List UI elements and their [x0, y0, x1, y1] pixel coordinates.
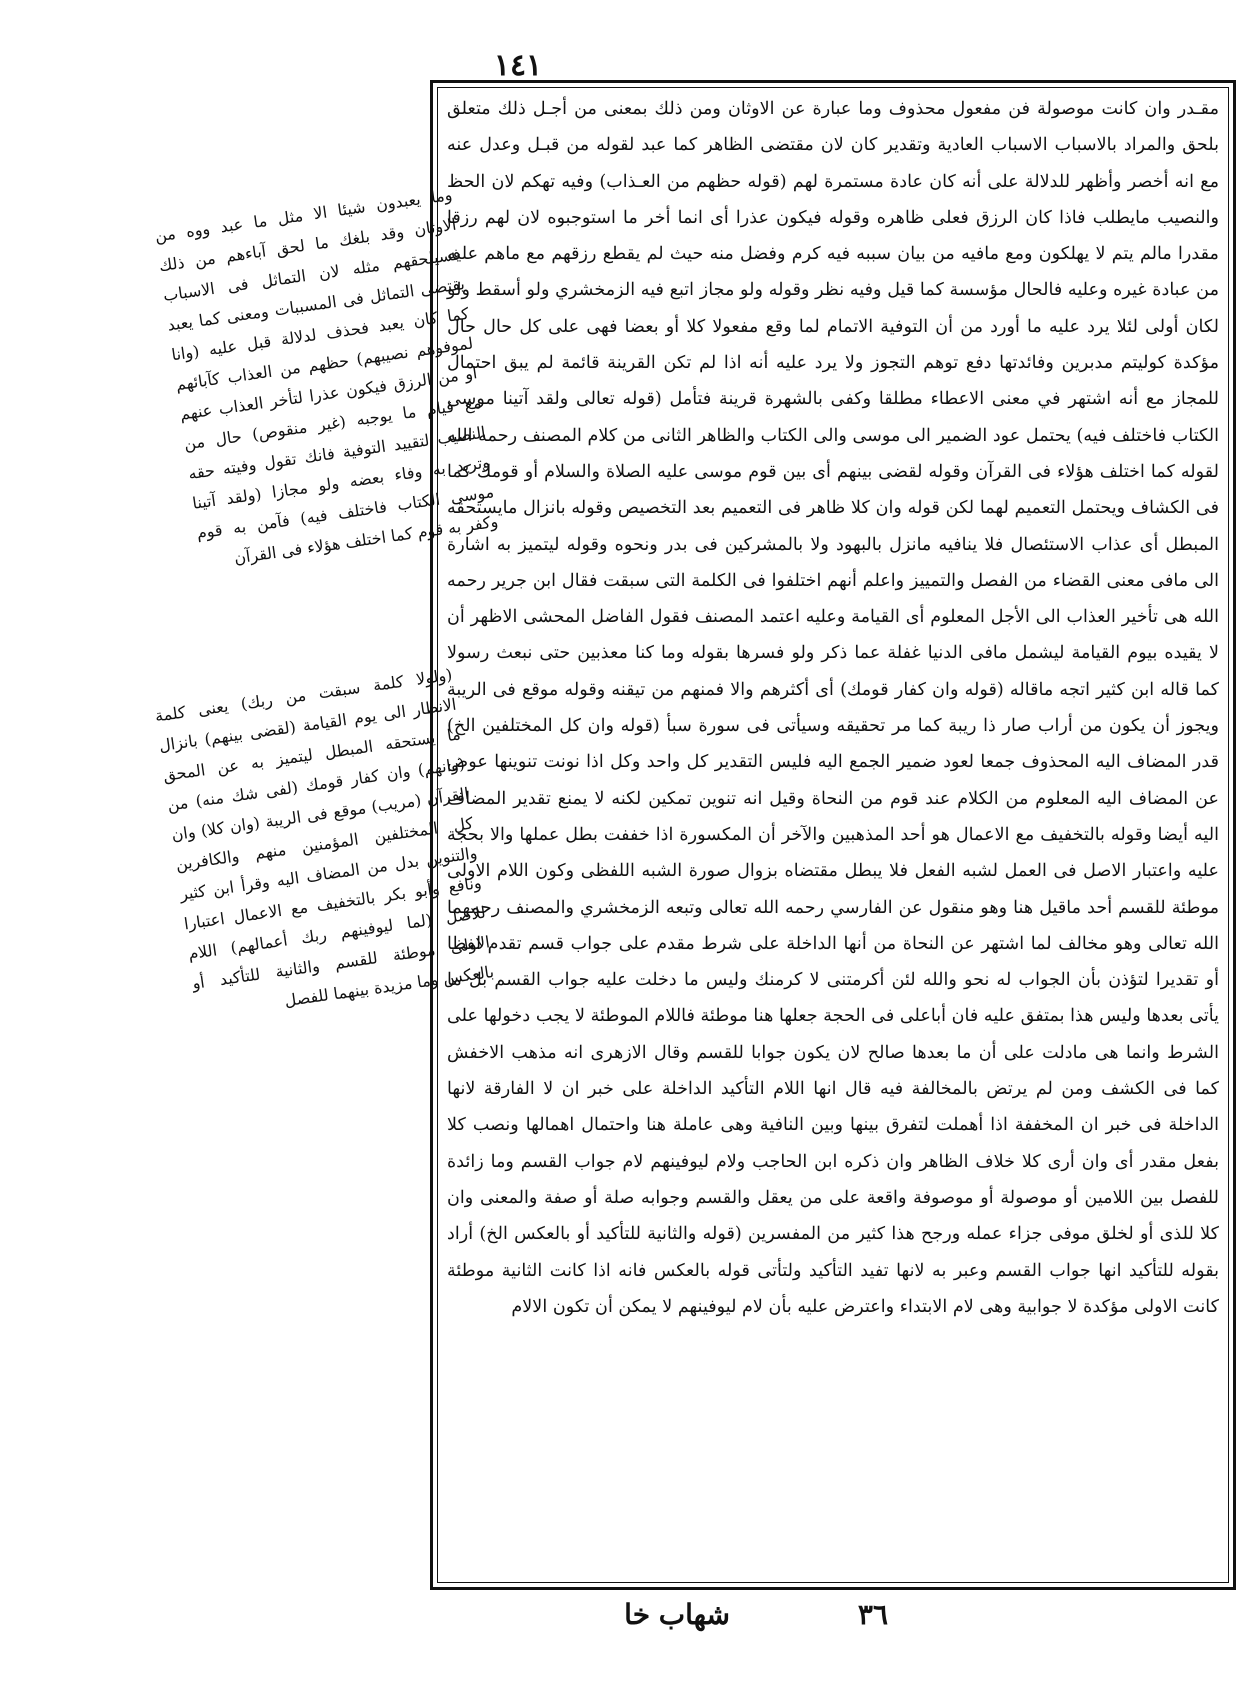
footer-volume: خا	[624, 1598, 650, 1631]
main-text-frame	[430, 80, 1236, 1590]
page-number: ١٤١	[493, 48, 543, 83]
margin-note-lower: (ولولا كلمة سبقت من ربك) يعنى كلمة الانظار الى يوم القيامة (لقضى بينهم) بانزال ما يستحقه المبطل ليتميز به عن المحق (وانهم) وان كفار قومك (لفى شك منه) من القرآن (مريب) موقع فى الريبة (وان كلا) وان كل المختلفين المؤمنين منهم والكافرين والتنوين بدل من المضاف اليه وقرأ ابن كثير ونافع وأبو بكر بالتخفيف مع الاعمال اعتبارا للاصل (لما ليوفينهم ربك أعمالهم) اللام الاولى موطئة للقسم والثانية للتأكيد أو بالعكس وما مزيدة بينهما للفصل	[153, 664, 496, 1011]
footer-title: شهاب	[658, 1598, 730, 1631]
footer-page-number: ٣٦	[857, 1598, 888, 1631]
main-text	[447, 91, 1219, 1579]
margin-area	[150, 180, 500, 1180]
margin-note-upper: وما يعبدون شيئا الا مثل ما عبد ووه من الاوثان وقد بلغك ما لحق آباءهم من ذلك فسيلحقهم مثله لان التماثل فى الاسباب يقتضى التماثل فى المسببات ومعنى كما يعبد كما كان يعبد فحذف لدلالة قبل عليه (وانا لموفوهم نصيبهم) حظهم من العذاب كآبائهم او من الرزق فيكون عذرا لتأخر العذاب عنهم مع قيام ما يوجبه (غير منقوص) حال من النصيب لتقييد التوفية فانك تقول وفيته حقه وتريد به وفاء بعضه ولو مجازا (ولقد آتينا موسى الكتاب فاختلف فيه) فآمن به قوم وكفر به قوم كما اختلف هؤلاء فى القرآن	[153, 184, 500, 568]
main-text-paragraph: مقـدر وان كانت موصولة فن مفعول محذوف وما عبارة عن الاوثان ومن ذلك بمعنى من أجـل ذلك متعلق بلحق والمراد بالاسباب الاسباب العادية وتقدير كان لان مقتضى الظاهر كما عبد لقوله من قبـل وعدل عنه مع انه أخصر وأظهر للدلالة على أنه كان عادة مستمرة لهم (قوله حظهم من العـذاب) وفيه تهكم لان الحظ والنصيب مايطلب فاذا كان الرزق فعلى ظاهره وقوله فيكون عذرا أى انما أخر ما استوجبوه لان لهم رزقا مقدرا مالم يتم لا يهلكون ومع مافيه من بيان سببه فيه كرم وفضل منه حيث لم يقطع رزقهم مع ماهم عليه من عبادة غيره وعليه فالحال مؤسسة كما قيل وفيه نظر وقوله ولو مجاز اتبع فيه الزمخشري ولو أسقط ولو لكان أولى لئلا يرد عليه ما أورد من أن التوفية الاتمام لما وقع مفعولا كلا أو بعضا فهى على كل حال حال مؤكدة كوليتم مدبرين وفائدتها دفع توهم التجوز ولا يرد عليه أنه اذا لم تكن القرينة قائمة لم يبق احتمال للمجاز مع أنه اشتهر في معنى الاعطاء مطلقا وكفى بالشهرة قرينة فتأمل (قوله تعالى ولقد آتينا موسى الكتاب فاختلف فيه) يحتمل عود الضمير الى موسى والى الكتاب والظاهر الثانى من كلام المصنف رحمه الله لقوله كما اختلف هؤلاء فى القرآن وقوله لقضى بينهم أى بين قوم موسى عليه الصلاة والسلام أو قومك كما فى الكشاف ويحتمل التعميم لهما لكن قوله وان كلا ظاهر فى التعميم بعد التخصيص وقوله بانزال مايستحقه المبطل أى عذاب الاستئصال فلا ينافيه مانزل بالبهود ولا بالمشركين فى بدر ونحوه وقوله ليتميز به اشارة الى مافى معنى القضاء من الفصل والتمييز واعلم أنهم اختلفوا فى الكلمة التى سبقت فقال ابن جرير رحمه الله هى تأخير العذاب الى الأجل المعلوم أى القيامة وعليه اعتمد المصنف فقول الفاضل المحشى الاظهر أن لا يقيده بيوم القيامة ليشمل مافى الدنيا غفلة عما ذكر ولو فسرها بقوله وما كنا معذبين حتى نبعث رسولا كما قاله ابن كثير اتجه ماقاله (قوله وان كفار قومك) أى أكثرهم والا فمنهم من تيقنه وقوله موقع فى الريبة ويجوز أن يكون من أراب صار ذا ريبة كما مر تحقيقه وسيأتى فى سورة سبأ (قوله وان كل المختلفين الخ) قدر المضاف اليه المحذوف جمعا لعود ضمير الجمع اليه فليس التقدير كل واحد وكل اذا نونت تنوينها عوض عن المضاف اليه المعلوم من الكلام عند قوم من النحاة وقيل انه تنوين تمكين لكنه لا يمنع تقدير المضاف اليه أيضا وقوله بالتخفيف مع الاعمال هو أحد المذهبين والآخر أن المكسورة اذا خففت بطل عملها والا بحجة عليه واعتبار الاصل فى العمل لشبه الفعل فلا يبطل مقتضاه بزوال صورة الشبه اللفظى وكون اللام الاولى موطئة للقسم أحد ماقيل هنا وهو منقول عن الفارسي رحمه الله تعالى وتبعه الزمخشري والمصنف رحمهما الله تعالى وهو مخالف لما اشتهر عن النحاة من أنها الداخلة على شرط مقدم على جواب قسم تقدم لفظا أو تقديرا لتؤذن بأن الجواب له نحو والله لئن أكرمتنى لا كرمنك وليس ما دخلت عليه جواب القسم بل ما يأتى بعدها وليس هذا بمتفق عليه فان أباعلى فى الحجة جعلها هنا موطئة فاللام الموطئة لا يجب دخولها على الشرط وانما هى مادلت على أن ما بعدها صالح لان يكون جوابا للقسم وقال الازهرى انه مذهب الاخفش كما فى الكشف ومن لم يرتض بالمخالفة فيه قال انها اللام التأكيد الداخلة على خبر ان لا الفارقة لانها الداخلة فى خبر ان المخففة اذا أهملت لتفرق بينها وبين النافية وهى عاملة هنا واحتمال اهمالها ونصب كلا بفعل مقدر أى وان أرى كلا خلاف الظاهر وان ذكره ابن الحاجب ولام ليوفينهم لام جواب القسم وما زائدة للفصل بين اللامين أو موصولة أو موصوفة واقعة على من يعقل والقسم وجوابه صلة أو صفة والمعنى وان كلا للذى أو لخلق موفى جزاء عمله ورجح هذا كثير من المفسرين (قوله والثانية للتأكيد أو بالعكس الخ) أراد بقوله للتأكيد انها جواب القسم وعبر به لانها تفيد التأكيد ولتأتى قوله بالعكس فانه اذا كانت الثانية موطئة كانت الاولى مؤكدة لا جوابية وهى لام الابتداء واعترض عليه بأن لام ليوفينهم لا يمكن أن تكون الالام	[447, 99, 1219, 1317]
footer	[600, 1598, 1020, 1638]
